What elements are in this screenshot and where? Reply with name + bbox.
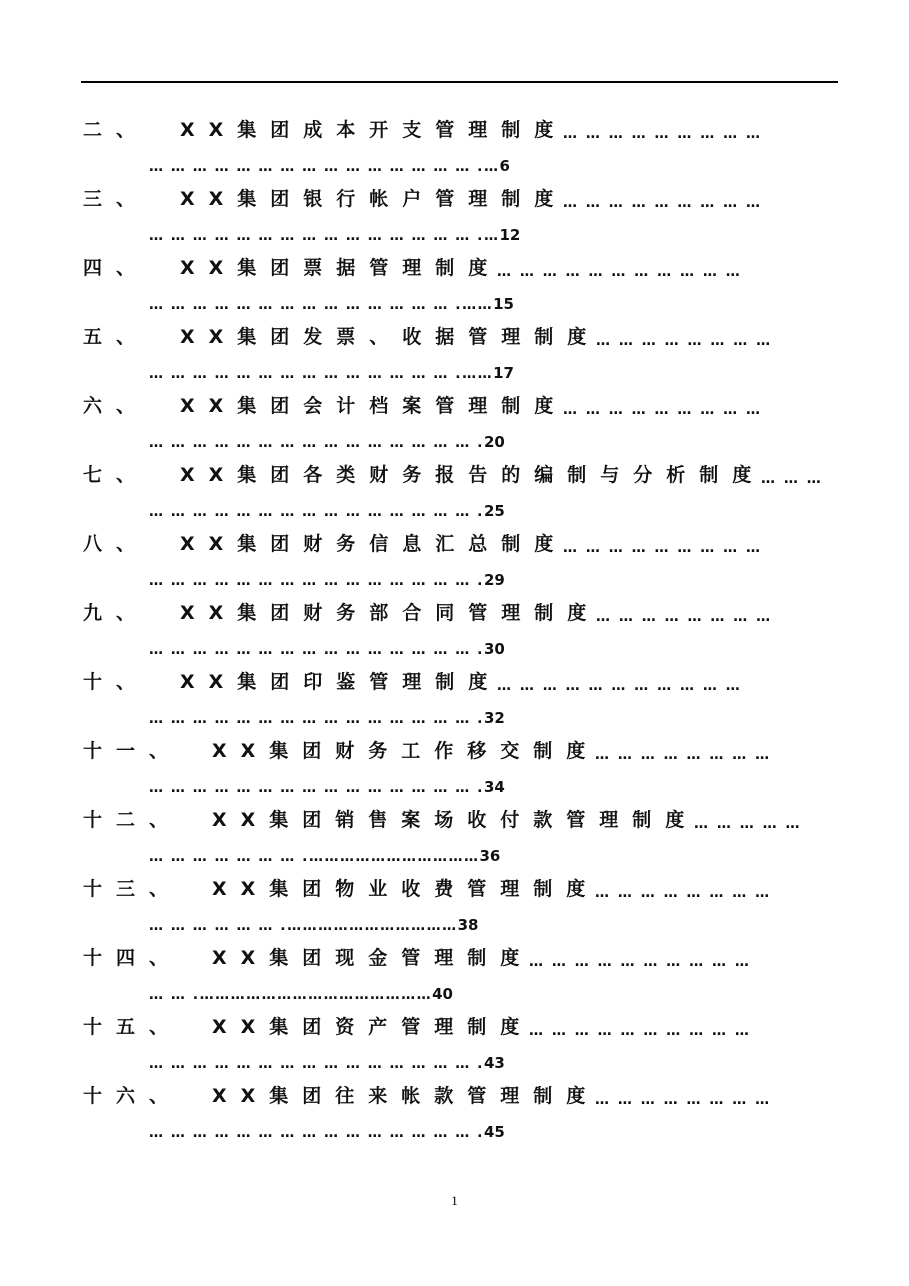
toc-entry-line2 [149, 911, 478, 940]
toc-entry-title: XX集团票据管理制度 [180, 257, 502, 279]
toc-entry-line2 [149, 635, 505, 664]
toc-entry-line2 [149, 566, 505, 595]
toc-entry-number: 十五、 [83, 1016, 183, 1038]
toc-leader-dots: … … … … … … … [149, 849, 296, 865]
toc-leader-dots: … … … … … … … … [596, 609, 773, 625]
toc-entry-line2 [149, 773, 505, 802]
toc-page-number: 43 [483, 1054, 505, 1072]
toc-leader-tail: .…… [455, 297, 494, 313]
toc-entry[interactable] [0, 1012, 909, 1081]
toc-leader-dots: … … … … … … … … … … … [497, 678, 742, 694]
toc-leader-tail: . [477, 780, 484, 796]
toc-entry-line2 [149, 980, 453, 1009]
toc-leader-tail: .… [477, 159, 500, 175]
toc-entry-number: 五、 [83, 326, 150, 348]
toc-leader-dots: … … … … … … … … … … … … … … … [149, 1125, 471, 1141]
toc-entry-line2 [149, 1118, 505, 1147]
toc-leader-dots: … … [149, 987, 187, 1003]
toc-leader-dots: … … … … … … … … … … [529, 1023, 751, 1039]
toc-leader-dots: … … … … … … … … … … … … … … … [149, 504, 471, 520]
toc-leader-dots: … … … … … … … … [595, 747, 772, 763]
toc-leader-dots: … … … … … … … … … … … … … … … [149, 1056, 471, 1072]
toc-entry[interactable] [0, 322, 909, 391]
toc-leader-tail: . [477, 504, 484, 520]
toc-entry-number: 二、 [83, 119, 150, 141]
toc-entry-number: 十四、 [83, 947, 183, 969]
toc-page-number: 34 [483, 778, 505, 796]
toc-entry[interactable] [0, 529, 909, 598]
toc-entry-title: XX集团资产管理制度 [212, 1016, 534, 1038]
toc-entry[interactable] [0, 460, 909, 529]
toc-entry-number: 九、 [83, 602, 150, 624]
toc-leader-dots: … … … … … … … … … … … … … … … [149, 642, 471, 658]
toc-entry-line2 [149, 497, 505, 526]
toc-entry-title: XX集团各类财务报告的编制与分析制度 [180, 464, 766, 486]
toc-entry-title: XX集团印鉴管理制度 [180, 671, 502, 693]
toc-leader-dots: … … … … … … … … … [563, 195, 762, 211]
toc-page-number: 36 [479, 847, 501, 865]
toc-entry-title: XX集团往来帐款管理制度 [212, 1085, 600, 1107]
toc-entry[interactable] [0, 805, 909, 874]
toc-leader-dots: … … … … … … … … … … … … … … … [149, 573, 471, 589]
toc-leader-dots: … … … … … … … … … … … … … … [149, 366, 449, 382]
toc-entry-line2 [149, 704, 505, 733]
toc-entry-number: 三、 [83, 188, 150, 210]
toc-entry-number: 十三、 [83, 878, 183, 900]
toc-leader-dots: … … … … … … … … … … [529, 954, 751, 970]
toc-entry-line2 [149, 1049, 505, 1078]
toc-leader-tail: . [477, 711, 484, 727]
header-rule [81, 81, 838, 83]
toc-leader-dots: … … … … … … … … … … … [497, 264, 742, 280]
toc-page-number: 17 [493, 364, 514, 382]
toc-leader-dots: … … … … … [694, 816, 802, 832]
toc-entry[interactable] [0, 184, 909, 253]
toc-leader-dots: … … … … … … … … … … … … … … … [149, 711, 471, 727]
toc-entry-title: XX集团成本开支管理制度 [180, 119, 568, 141]
toc-entry-line2 [149, 221, 520, 250]
toc-page-number: 32 [483, 709, 505, 727]
toc-leader-dots: … … … … … … … … … … … … … … … [149, 435, 471, 451]
toc-entry[interactable] [0, 736, 909, 805]
page-number: 1 [451, 1193, 458, 1208]
toc-leader-tail: .……………………………………… [192, 987, 433, 1003]
toc-page-number: 6 [499, 157, 510, 175]
toc-page-number: 30 [483, 640, 505, 658]
toc-page-number: 12 [499, 226, 521, 244]
toc-entry[interactable] [0, 253, 909, 322]
toc-leader-dots: … … … … … … … … … [563, 126, 762, 142]
toc-entry-line2 [149, 290, 514, 319]
toc-entry-number: 六、 [83, 395, 150, 417]
toc-leader-dots: … … … … … … … … [595, 885, 772, 901]
toc-entry-line2 [149, 359, 514, 388]
toc-leader-dots: … … … … … … … … … [563, 402, 762, 418]
toc-entry-title: XX集团发票、收据管理制度 [180, 326, 601, 348]
toc-page-number: 25 [483, 502, 505, 520]
toc-leader-dots: … … … … … … [149, 918, 274, 934]
toc-entry[interactable] [0, 1081, 909, 1150]
toc-leader-tail: .…………………………… [280, 918, 458, 934]
toc-leader-tail: .…… [455, 366, 494, 382]
toc-leader-dots: … … … … … … … … … … … … … … … [149, 159, 471, 175]
toc-leader-tail: . [477, 1056, 484, 1072]
toc-page-number: 40 [432, 985, 453, 1003]
toc-entry-title: XX集团财务工作移交制度 [212, 740, 600, 762]
toc-leader-dots: … … … [761, 471, 823, 487]
toc-page-number: 20 [483, 433, 505, 451]
toc-leader-tail: . [477, 1125, 484, 1141]
toc-entry-number: 七、 [83, 464, 150, 486]
toc-page-number: 29 [483, 571, 505, 589]
toc-entry[interactable] [0, 115, 909, 184]
toc-entry-number: 八、 [83, 533, 150, 555]
toc-entry-title: XX集团物业收费管理制度 [212, 878, 600, 900]
toc-entry-number: 十二、 [83, 809, 183, 831]
toc-entry-number: 十、 [83, 671, 150, 693]
toc-entry-title: XX集团银行帐户管理制度 [180, 188, 568, 210]
toc-leader-dots: … … … … … … … … … [563, 540, 762, 556]
toc-entry[interactable] [0, 598, 909, 667]
toc-leader-dots: … … … … … … … … [596, 333, 773, 349]
toc-entry-number: 十一、 [83, 740, 183, 762]
toc-entry-title: XX集团会计档案管理制度 [180, 395, 568, 417]
toc-leader-dots: … … … … … … … … … … … … … … … [149, 780, 471, 796]
toc-page-number: 15 [493, 295, 514, 313]
toc-entry-number: 四、 [83, 257, 150, 279]
toc-leader-dots: … … … … … … … … [595, 1092, 772, 1108]
toc-entry[interactable] [0, 874, 909, 943]
toc-entry[interactable] [0, 943, 909, 1012]
toc-page-number: 45 [483, 1123, 505, 1141]
toc-leader-tail: . [477, 573, 484, 589]
toc-entry-title: XX集团销售案场收付款管理制度 [212, 809, 699, 831]
toc-entry-title: XX集团财务部合同管理制度 [180, 602, 601, 624]
toc-page-number: 38 [457, 916, 479, 934]
toc-leader-tail: . [477, 642, 484, 658]
toc-entry-line2 [149, 152, 510, 181]
toc-leader-dots: … … … … … … … … … … … … … … … [149, 228, 471, 244]
toc-leader-tail: . [477, 435, 484, 451]
toc-leader-dots: … … … … … … … … … … … … … … [149, 297, 449, 313]
toc-entry-line2 [149, 428, 505, 457]
toc-entry-title: XX集团财务信息汇总制度 [180, 533, 568, 555]
toc-leader-tail: .… [477, 228, 500, 244]
toc-entry[interactable] [0, 391, 909, 460]
toc-leader-tail: .…………………………… [302, 849, 480, 865]
toc-entry-line2 [149, 842, 500, 871]
toc-entry-number: 十六、 [83, 1085, 183, 1107]
toc-entry-title: XX集团现金管理制度 [212, 947, 534, 969]
toc-entry[interactable] [0, 667, 909, 736]
